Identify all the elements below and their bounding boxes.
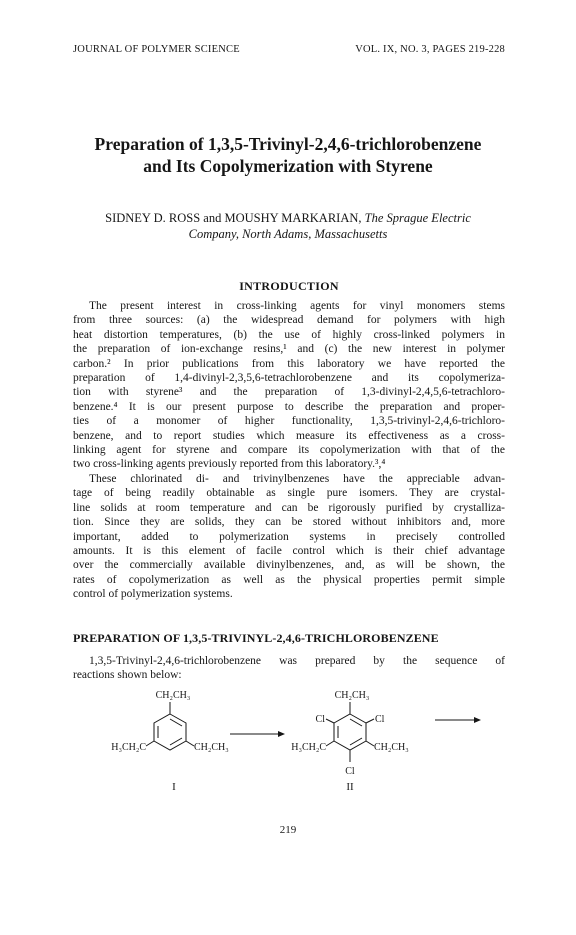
reaction-arrow-1	[230, 731, 285, 737]
text-line: reactions shown below:	[73, 669, 182, 682]
text-line: carbon.² In prior publications from this laboratory we have reported the	[73, 357, 505, 370]
affiliation-part-2: Company, North Adams, Massachusetts	[188, 227, 388, 241]
compound-ii-left-substituent: H₃CH₂C	[291, 742, 326, 753]
bond	[326, 741, 334, 746]
compound-i-label: I	[172, 781, 176, 793]
section-heading-preparation: PREPARATION OF 1,3,5-TRIVINYL-2,4,6-TRICHLOROBENZENE	[73, 631, 439, 645]
article-title	[60, 133, 516, 177]
title-line-2: and Its Copolymerization with Styrene	[143, 156, 433, 176]
bond	[326, 719, 334, 723]
text-line: ties of a monomer of higher functionality, 1,3,5-trivinyl-2,4,6-trichloro-	[73, 415, 505, 428]
affiliation-part-1: The Sprague Electric	[364, 211, 471, 225]
text-line: The present interest in cross-linking agents for vinyl monomers stems	[89, 300, 505, 312]
authors: SIDNEY D. ROSS and MOUSHY MARKARIAN,	[105, 211, 362, 225]
text-line: rates of copolymerization as well as the physical properties permit simple	[73, 573, 505, 586]
compound-ii-cl-bottom: Cl	[345, 766, 355, 777]
intro-paragraph-1	[73, 299, 505, 472]
volume-info: VOL. IX, NO. 3, PAGES 219-228	[355, 44, 505, 55]
text-line: linking agent for styrene and compare its copolymerization with that of the	[73, 443, 505, 456]
compound-ii-label: II	[346, 781, 354, 793]
text-line: heat distortion temperatures, (b) the use of highly cross-linked polymers in	[73, 328, 505, 341]
compound-i-top-substituent: CH₂CH₃	[155, 690, 191, 701]
text-line: control of polymerization systems.	[73, 588, 233, 601]
compound-i-left-substituent: H₃CH₂C	[111, 742, 146, 753]
intro-paragraph-2	[73, 472, 505, 602]
text-line: amounts. It is this element of facile control which is their chief advantage	[73, 544, 505, 557]
bond	[366, 741, 374, 746]
text-line: tion. Since they are solids, they can be stored without inhibitors and, more	[73, 516, 505, 529]
text-line: line solids at room temperature and can be rigorously purified by crystalliza-	[73, 501, 505, 514]
reaction-arrow-2	[435, 717, 481, 723]
page-number: 219	[279, 824, 297, 836]
text-line: important, added to polymerization systems in precisely controlled	[73, 530, 505, 543]
text-line: These chlorinated di- and trivinylbenzenes have the appreciable advan-	[89, 473, 505, 485]
compound-ii	[291, 690, 409, 793]
compound-ii-right-substituent: CH₂CH₃	[374, 742, 409, 753]
text-line: from three sources: (a) the widespread demand for polymers with high	[73, 314, 505, 327]
text-line: 1,3,5-Trivinyl-2,4,6-trichlorobenzene was prepared by the sequence of	[89, 655, 505, 667]
section-heading-introduction: INTRODUCTION	[239, 279, 339, 293]
reaction-scheme	[90, 686, 490, 826]
journal-name: JOURNAL OF POLYMER SCIENCE	[73, 44, 240, 55]
text-line: tage of being readily obtainable as single pure isomers. They are crystal-	[73, 487, 505, 500]
bond	[186, 741, 194, 746]
compound-i-right-substituent: CH₂CH₃	[194, 742, 229, 753]
text-line: preparation of 1,4-divinyl-2,3,5,6-tetrachlorobenzene and its copolymeriza-	[73, 371, 505, 384]
title-line-1: Preparation of 1,3,5-Trivinyl-2,4,6-trichlorobenzene	[94, 134, 482, 154]
text-line: benzene.⁴ It is our present purpose to describe the preparation and proper-	[73, 400, 505, 413]
text-line: over the commercially available divinylbenzenes, and, as will be shown, the	[73, 559, 505, 572]
byline-line-1	[62, 210, 514, 226]
text-line: benzene, and to report studies which measure its effectiveness as a cross-	[73, 429, 505, 442]
bond	[366, 719, 374, 723]
compound-ii-cl-left: Cl	[315, 714, 325, 725]
bond	[146, 741, 154, 746]
text-line: tion with styrene³ and the preparation of 1,3-divinyl-2,4,5,6-tetrachloro-	[73, 386, 505, 399]
preparation-paragraph	[73, 654, 505, 683]
compound-ii-cl-right: Cl	[375, 714, 385, 725]
byline	[62, 210, 514, 242]
text-line: two cross-linking agents previously reported from this laboratory.³,⁴	[73, 458, 386, 471]
text-line: the preparation of ion-exchange resins,¹ and (c) the new interest in polymer	[73, 343, 505, 356]
compound-ii-top-substituent: CH₂CH₃	[334, 690, 370, 701]
compound-i	[111, 690, 229, 793]
